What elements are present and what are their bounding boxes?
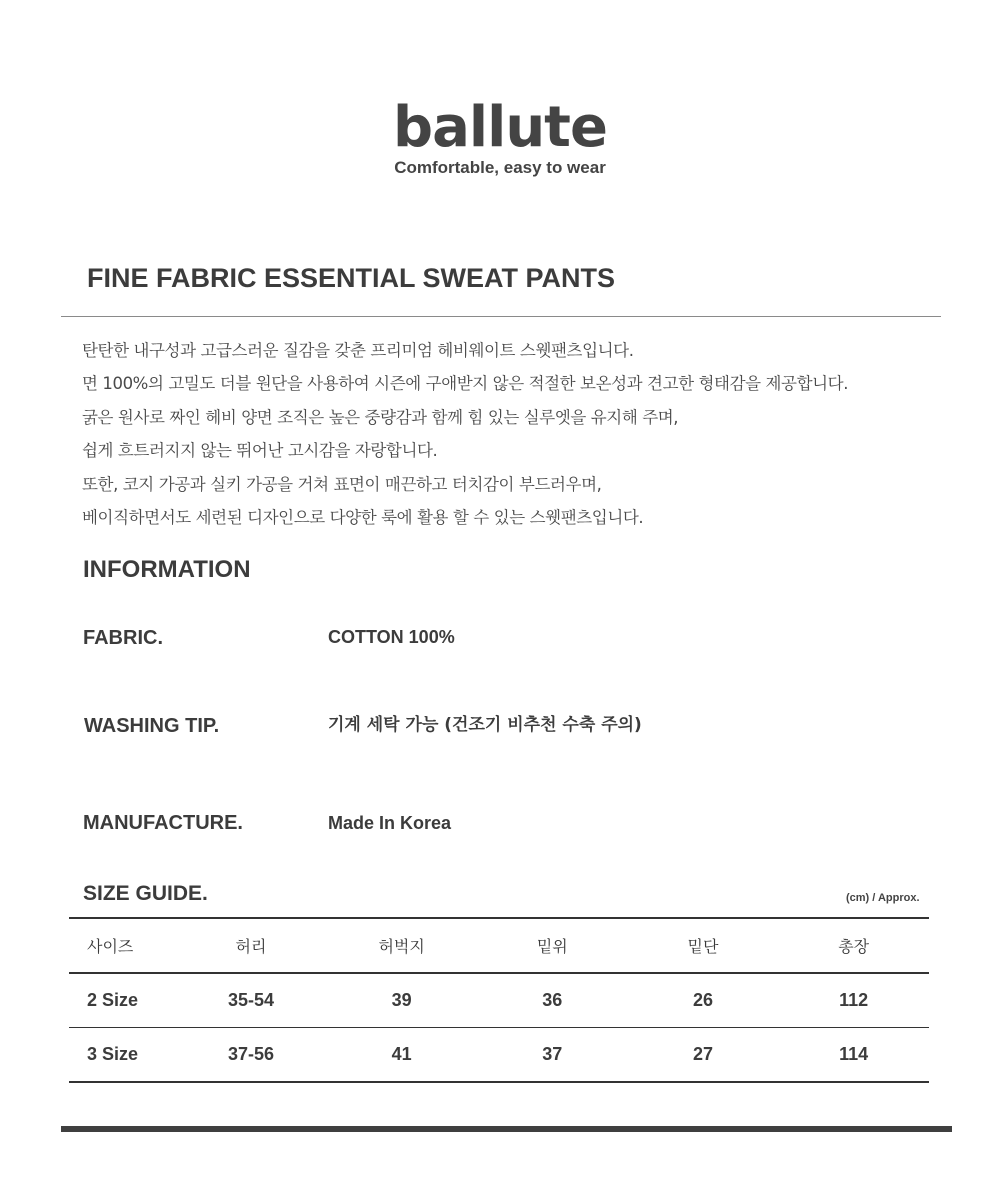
table-row: [69, 974, 929, 1027]
table-row: [69, 1028, 929, 1081]
column-header: 총장: [838, 937, 870, 956]
washing-tip-label: WASHING TIP.: [84, 715, 220, 737]
brand-logo: ballute: [393, 95, 607, 160]
table-cell: 37-56: [227, 1044, 274, 1064]
description-line: 쉽게 흐트러지지 않는 뛰어난 고시감을 자랑합니다.: [82, 441, 438, 461]
washing-tip-value: 기계 세탁 가능 (건조기 비추천 수축 주의): [328, 715, 642, 735]
column-header: 허벅지: [378, 937, 425, 956]
size-guide-heading: SIZE GUIDE.: [83, 882, 208, 905]
table-cell: 41: [391, 1044, 412, 1064]
table-cell: 39: [391, 990, 412, 1010]
table-cell: 26: [692, 990, 713, 1010]
table-header-row: [69, 919, 929, 972]
table-bottom-border: [69, 1081, 929, 1083]
fabric-value: COTTON 100%: [328, 627, 455, 647]
table-cell: 37: [542, 1044, 563, 1064]
column-header: 밑단: [687, 937, 719, 956]
description-line: 탄탄한 내구성과 고급스러운 질감을 갖춘 프리미엄 헤비웨이트 스웻팬츠입니다.: [82, 341, 634, 360]
column-header: 밑위: [536, 937, 568, 956]
table-cell: 27: [692, 1044, 713, 1064]
footer-bar: [61, 1126, 952, 1132]
column-header: 사이즈: [87, 937, 134, 956]
product-description: [82, 338, 848, 538]
description-line: 굵은 원사로 짜인 헤비 양면 조직은 높은 중량감과 함께 힘 있는 실루엣을 유지해 주며,: [82, 407, 679, 427]
unit-note: (cm) / Approx.: [846, 892, 920, 904]
table-cell: 112: [839, 990, 869, 1010]
table-cell: 36: [542, 990, 563, 1010]
information-heading: INFORMATION: [83, 556, 251, 583]
table-cell: 114: [839, 1044, 869, 1064]
table-cell: 2 Size: [87, 990, 139, 1010]
manufacture-label: MANUFACTURE.: [83, 812, 243, 834]
description-line: 베이직하면서도 세련된 디자인으로 다양한 룩에 활용 할 수 있는 스웻팬츠입니다.: [82, 507, 644, 527]
table-cell: 3 Size: [87, 1044, 139, 1064]
table-cell: 35-54: [227, 990, 274, 1010]
brand-tagline: Comfortable, easy to wear: [394, 158, 606, 177]
manufacture-value: Made In Korea: [328, 813, 452, 833]
product-title: FINE FABRIC ESSENTIAL SWEAT PANTS: [87, 263, 616, 293]
description-line: 또한, 코지 가공과 실키 가공을 거쳐 표면이 매끈하고 터치감이 부드러우며,: [82, 474, 602, 494]
size-table: [69, 917, 929, 1083]
title-divider: [61, 316, 941, 317]
description-line: 면 100%의 고밀도 더블 원단을 사용하여 시즌에 구애받지 않은 적절한 보온성과 견고한 형태감을 제공합니다.: [82, 374, 849, 394]
column-header: 허리: [235, 937, 267, 956]
fabric-label: FABRIC.: [83, 627, 163, 649]
